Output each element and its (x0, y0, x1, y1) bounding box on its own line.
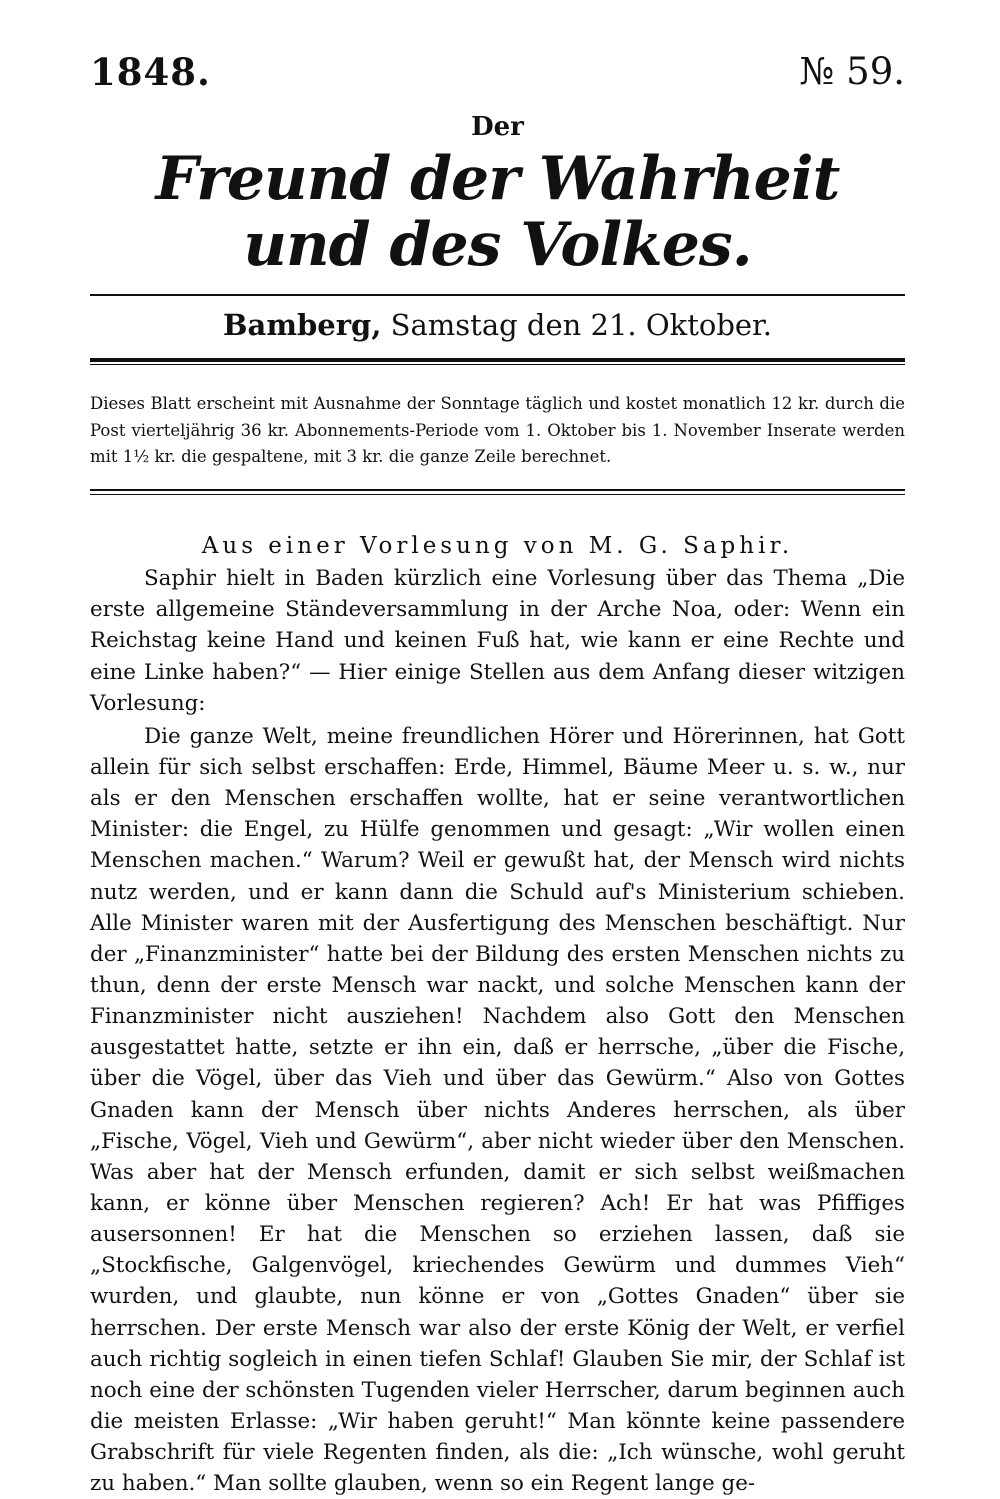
masthead-article-word: Der (471, 112, 524, 142)
divider-rule-double (90, 489, 905, 495)
article-title: Aus einer Vorlesung von M. G. Saphir. (201, 533, 794, 560)
article-paragraph: Die ganze Welt, meine freundlichen Hörer und Hörerinnen, hat Gott allein für sich selbst erschaffen: Erde, Himmel, Bäume Meer u. s. w., nur als er den Menschen erschaffen wollte, hat er seine verantwortlichen Minister: die Engel, zu Hülfe genommen und gesagt: „Wir wollen einen Menschen machen.“ Warum? Weil er gewußt hat, der Mensch wird nichts nutz werden, und er kann dann die Schuld auf's Ministerium schieben. Alle Minister waren mit der Ausfertigung des Menschen beschäftigt. Nur der „Finanzminister“ hatte bei der Bildung des ersten Menschen nichts zu thun, denn der erste Mensch war nackt, und solche Menschen kann der Finanzminister nicht ausziehen! Nachdem also Gott den Menschen ausgestattet hatte, setzte er ihn ein, daß er herrsche, „über die Fische, über die Vögel, über das Vieh und über das Gewürm.“ Also von Gottes Gnaden kann der Mensch über nichts Anderes herrschen, als über „Fische, Vögel, Vieh und Gewürm“, aber nicht wieder über den Menschen. Was aber hat der Mensch erfunden, damit er sich selbst weißmachen kann, er könne über Menschen regieren? Ach! Er hat was Pfiffiges ausersonnen! Er hat die Menschen so erziehen lassen, daß sie „Stockfische, Galgenvögel, kriechendes Gewürm und dummes Vieh“ wurden, und glaubte, nun könne er von „Gottes Gnaden“ über sie herrschen. Der erste Mensch war also der erste König der Welt, er verfiel auch richtig sogleich in einen tiefen Schlaf! Glauben Sie mir, der Schlaf ist noch eine der schönsten Tugenden vieler Herrscher, darum beginnen auch die meisten Erlasse: „Wir haben geruht!“ Man könnte keine passendere Grabschrift für viele Regenten finden, als die: „Ich wünsche, wohl geruht zu haben.“ Man sollte glauben, wenn so ein Regent lange ge- (90, 723, 905, 1497)
masthead-top-row (90, 50, 905, 108)
newspaper-title: Freund der Wahrheit und des Volkes. (155, 144, 840, 280)
article-body (90, 563, 905, 1499)
issue-number: № 59. (799, 50, 905, 93)
dateline-date: Samstag den 21. Oktober. (390, 308, 772, 342)
subscription-info: Dieses Blatt erscheint mit Ausnahme der Sonntage täglich und kostet monatlich 12 kr. durch die Post vierteljährig 36 kr. Abonnements-Periode vom 1. Oktober bis 1. November Inserate werden mit 1½ kr. die gespaltene, mit 3 kr. die ganze Zeile berechnet. (90, 394, 905, 467)
article-paragraph: Saphir hielt in Baden kürzlich eine Vorlesung über das Thema „Die erste allgemeine Ständeversammlung in der Arche Noa, oder: Wenn ein Reichstag keine Hand und keinen Fuß hat, wie kann er eine Rechte und eine Linke haben?“ — Hier einige Stellen aus dem Anfang dieser witzigen Vorlesung: (90, 566, 905, 716)
divider-rule (90, 294, 905, 296)
newspaper-page (90, 50, 905, 1499)
dateline (90, 308, 905, 342)
year-label: 1848. (90, 50, 211, 94)
divider-rule-thick (90, 358, 905, 365)
dateline-place: Bamberg, (223, 308, 382, 342)
